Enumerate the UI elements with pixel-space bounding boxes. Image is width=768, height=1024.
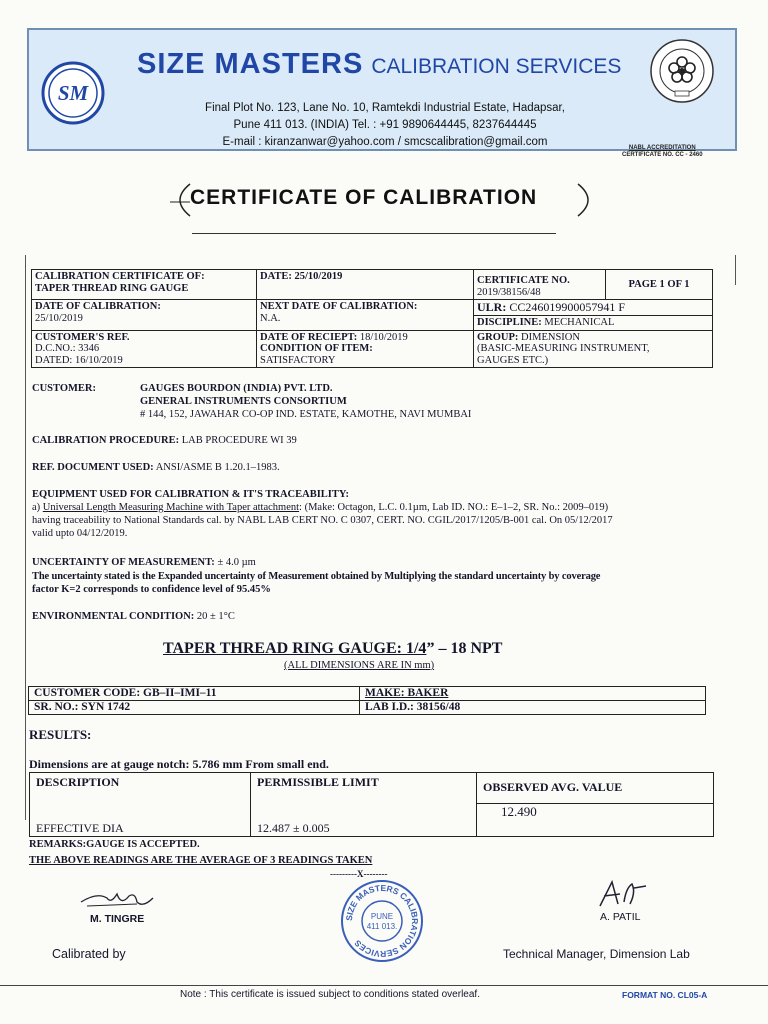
cal-cert-label: CALIBRATION CERTIFICATE OF: <box>35 271 205 282</box>
cert-no-cell <box>474 270 606 300</box>
certificate-info-table <box>31 269 713 368</box>
customer-address: # 144, 152, JAWAHAR CO-OP IND. ESTATE, KAMOTHE, NAVI MUMBAI <box>140 409 472 420</box>
manager-role: Technical Manager, Dimension Lab <box>503 947 690 961</box>
customer-code: CUSTOMER CODE: GB–II–IMI–11 <box>29 687 360 701</box>
equipment-details: : (Make: Octagon, L.C. 0.1µm, Lab ID. NO.: E–1–2, SR. No.: 2009–019) <box>299 502 609 513</box>
brand-sub: CALIBRATION SERVICES <box>371 55 622 78</box>
brand-main: SIZE MASTERS <box>137 48 364 80</box>
environment-value: 20 ± 1°C <box>196 611 235 622</box>
ulr-discipline-cell <box>474 300 713 331</box>
calibrator-name: M. TINGRE <box>90 913 145 925</box>
right-border <box>735 255 736 285</box>
address-line-2: Pune 411 013. (INDIA) Tel. : +91 9890644445, 8237644445 <box>233 119 537 131</box>
remarks: REMARKS:GAUGE IS ACCEPTED. <box>29 839 200 850</box>
serial-number: SR. NO.: SYN 1742 <box>29 701 360 715</box>
nabl-seal-icon <box>649 38 715 104</box>
uncertainty-line-1: The uncertainty stated is the Expanded uncertainty of Measurement obtained by Multiplying the standard uncertainty by coverage <box>32 571 601 582</box>
calibrator-role: Calibrated by <box>52 947 126 961</box>
cert-no-label: CERTIFICATE NO. <box>477 275 570 286</box>
ref-doc-value: ANSI/ASME B 1.20.1–1983. <box>155 462 280 473</box>
discipline-label: DISCIPLINE: <box>477 317 542 328</box>
equipment-line-3: valid upto 04/12/2019. <box>32 528 128 539</box>
header-observed: OBSERVED AVG. VALUE <box>477 773 714 804</box>
stamp-city: PUNE <box>370 912 394 921</box>
svg-text:SM: SM <box>57 81 89 105</box>
customer-label: CUSTOMER: <box>32 383 96 394</box>
gauge-subtitle: (ALL DIMENSIONS ARE IN mm) <box>284 660 435 671</box>
ref-document <box>32 462 280 474</box>
receipt-label: DATE OF RECIEPT: <box>260 331 358 343</box>
gauge-title <box>163 640 502 658</box>
format-number: FORMAT NO. CL05-A <box>622 990 708 1000</box>
dc-no: D.C.NO.: 3346 <box>35 343 100 354</box>
uncertainty <box>32 557 256 569</box>
ulr-label: ULR: <box>477 300 507 314</box>
equipment-line-2: having traceability to National Standards cal. by NABL LAB CERT NO. C 0307, CERT. NO. CGIL/2017/1205/B-001 cal. On 05/12/2017 <box>32 515 613 526</box>
date-cal-value: 25/10/2019 <box>35 312 83 324</box>
results-label: RESULTS: <box>29 727 92 742</box>
ulr-value: CC246019900057941 F <box>509 300 626 314</box>
make: MAKE: BAKER <box>360 687 706 701</box>
uncertainty-line-2: factor K=2 corresponds to confidence level of 95.45% <box>32 584 271 595</box>
equipment-prefix: a) <box>32 502 41 513</box>
cert-no-value: 2019/38156/48 <box>477 286 541 298</box>
cust-ref-label: CUSTOMER'S REF. <box>35 331 130 343</box>
equipment-label: EQUIPMENT USED FOR CALIBRATION & IT'S TRACEABILITY: <box>32 489 350 500</box>
date-cal-label: DATE OF CALIBRATION: <box>35 301 161 312</box>
cust-ref-cell <box>32 330 257 368</box>
cal-cert-cell <box>32 270 257 300</box>
condition-value: SATISFACTORY <box>260 354 336 366</box>
gauge-notch: Dimensions are at gauge notch: 5.786 mm From small end. <box>29 757 329 771</box>
results-header-limit <box>251 773 477 837</box>
manager-signature-icon <box>590 878 650 912</box>
next-date-cell <box>257 300 474 331</box>
header-description: DESCRIPTION <box>36 775 120 789</box>
group-cell <box>474 330 713 368</box>
title-underline <box>192 233 556 234</box>
end-mark: ---------X-------- <box>330 869 388 879</box>
results-table <box>29 772 714 837</box>
nabl-line-1: NABL ACCREDITATION <box>628 145 696 151</box>
group-value: DIMENSION <box>521 331 580 343</box>
next-date-value: N.A. <box>260 312 281 324</box>
date-value: DATE: 25/10/2019 <box>260 271 343 282</box>
result-observed: 12.490 <box>477 803 714 836</box>
left-border <box>25 255 26 820</box>
result-limit: 12.487 ± 0.005 <box>257 821 330 835</box>
dc-dated: DATED: 16/10/2019 <box>35 354 123 366</box>
company-logo <box>40 60 106 126</box>
company-stamp-icon <box>339 878 425 964</box>
manager-name: A. PATIL <box>600 911 641 923</box>
ref-doc-label: REF. DOCUMENT USED: <box>32 462 154 473</box>
average-note: THE ABOVE READINGS ARE THE AVERAGE OF 3 READINGS TAKEN <box>29 855 373 866</box>
uncertainty-value: ± 4.0 µm <box>217 557 256 568</box>
address-line-3: E-mail : kiranzanwar@yahoo.com / smcscalibration@gmail.com <box>222 136 548 148</box>
procedure <box>32 435 297 447</box>
calibrator-signature-icon <box>77 888 157 914</box>
date-cal-cell <box>32 300 257 331</box>
discipline-value: MECHANICAL <box>544 317 615 328</box>
uncertainty-label: UNCERTAINTY OF MEASUREMENT: <box>32 557 215 568</box>
group-line-3: GAUGES ETC.) <box>477 354 549 366</box>
nabl-accreditation <box>622 145 703 159</box>
gauge-title-main: TAPER THREAD RING GAUGE: 1/4 <box>163 640 427 657</box>
cal-cert-value: TAPER THREAD RING GAUGE <box>35 282 189 294</box>
footer-rule <box>0 985 768 986</box>
receipt-cell <box>257 330 474 368</box>
group-line-2: (BASIC-MEASURING INSTRUMENT, <box>477 343 650 354</box>
receipt-value: 18/10/2019 <box>359 331 408 343</box>
equipment-line-1 <box>32 502 608 514</box>
certificate-title: CERTIFICATE OF CALIBRATION <box>190 186 538 209</box>
procedure-value: LAB PROCEDURE WI 39 <box>181 435 297 446</box>
discipline-row <box>474 316 712 330</box>
page-number: PAGE 1 OF 1 <box>606 270 713 300</box>
gauge-title-size: ” – 18 NPT <box>426 640 503 657</box>
next-date-label: NEXT DATE OF CALIBRATION: <box>260 301 418 312</box>
lab-id: LAB I.D.: 38156/48 <box>360 701 706 715</box>
environment-label: ENVIRONMENTAL CONDITION: <box>32 611 195 622</box>
environment <box>32 611 235 623</box>
customer-code-table <box>28 686 706 715</box>
ulr-row <box>474 300 712 316</box>
footer-note: Note : This certificate is issued subject to conditions stated overleaf. <box>180 989 480 1000</box>
company-address <box>120 100 650 151</box>
condition-label: CONDITION OF ITEM: <box>260 343 373 354</box>
customer-division: GENERAL INSTRUMENTS CONSORTIUM <box>140 396 347 407</box>
group-label: GROUP: <box>477 331 519 343</box>
stamp-pin: 411 013. <box>366 922 398 931</box>
equipment-name: Universal Length Measuring Machine with Taper attachment <box>42 502 300 513</box>
stamp-ring-text: SIZE MASTERS CALIBRATION SERVICES <box>343 882 421 960</box>
customer-name: GAUGES BOURDON (INDIA) PVT. LTD. <box>140 383 333 394</box>
certificate-title-banner <box>168 182 600 218</box>
address-line-1: Final Plot No. 123, Lane No. 10, Ramtekdi Industrial Estate, Hadapsar, <box>205 102 565 114</box>
date-cell <box>257 270 474 300</box>
results-header-description <box>30 773 251 837</box>
header-limit: PERMISSIBLE LIMIT <box>257 775 379 789</box>
procedure-label: CALIBRATION PROCEDURE: <box>32 435 180 446</box>
company-name <box>137 48 621 81</box>
result-description: EFFECTIVE DIA <box>36 821 124 835</box>
nabl-line-2: CERTIFICATE NO. CC - 2460 <box>622 152 703 158</box>
